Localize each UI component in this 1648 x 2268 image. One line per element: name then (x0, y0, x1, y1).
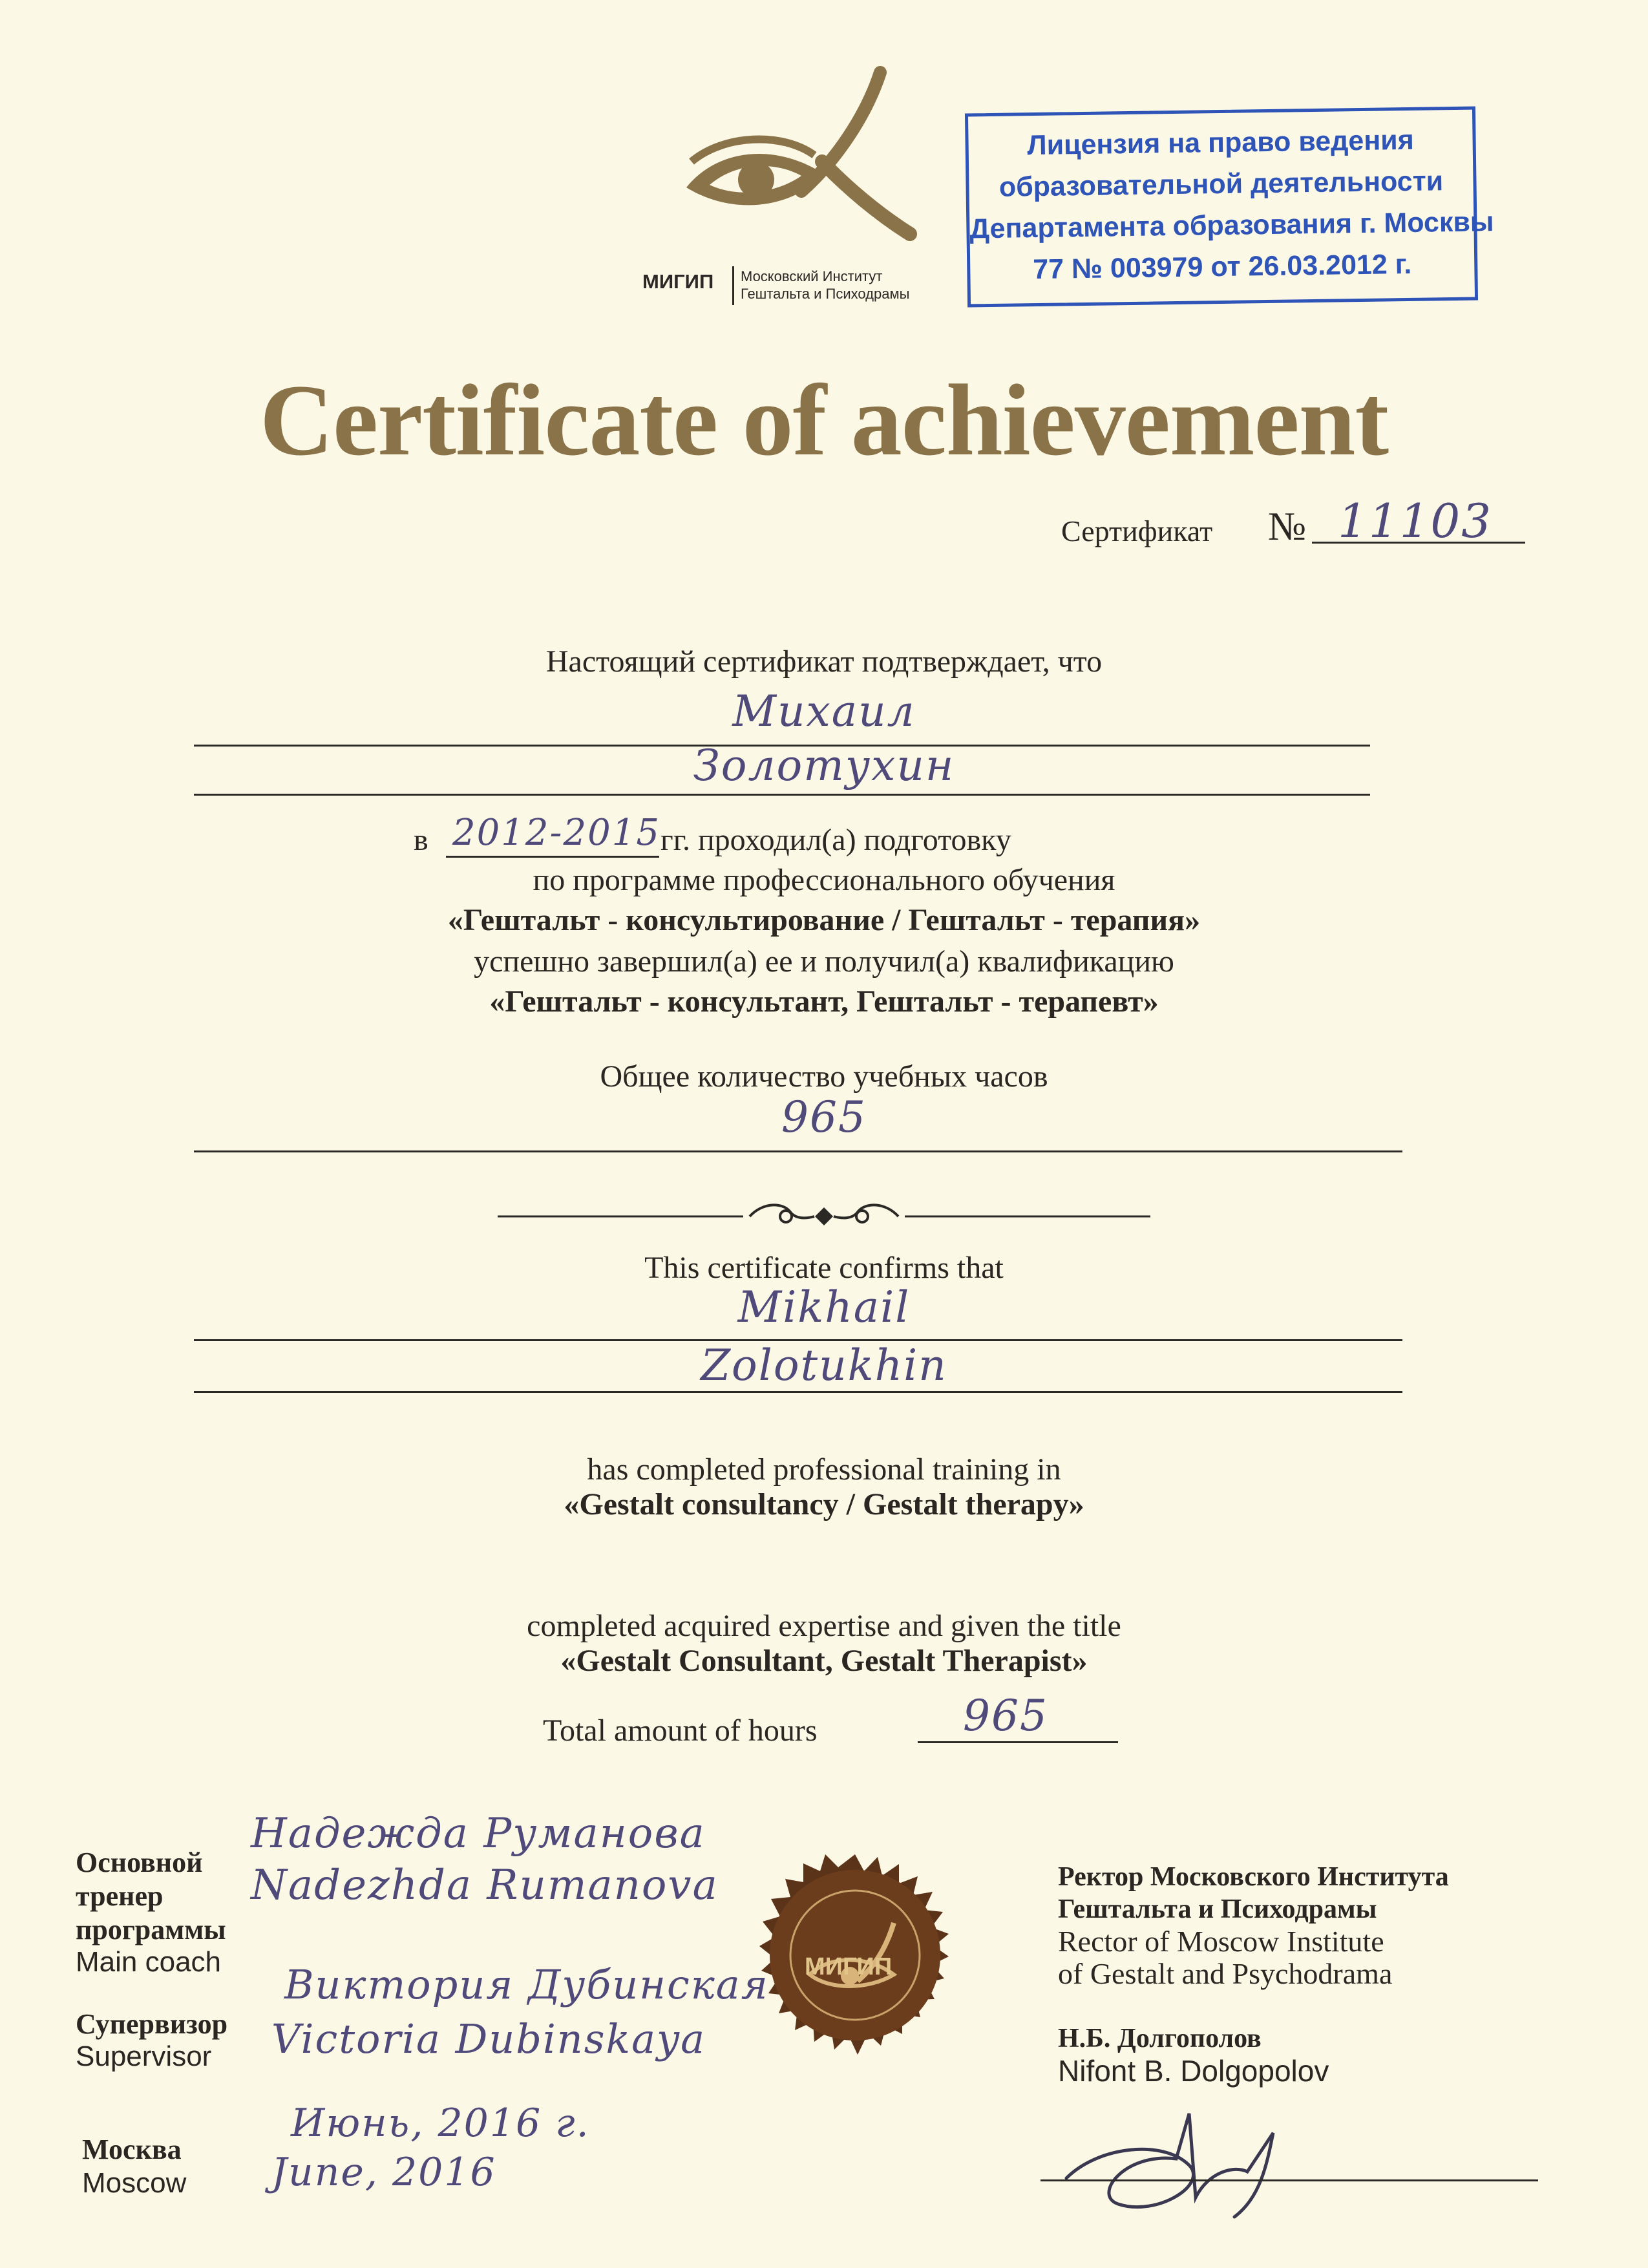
rector-signature-line (1041, 2179, 1538, 2181)
en-program-name: «Gestalt consultancy / Gestalt therapy» (564, 1487, 1084, 1521)
ru-qualification-intro: успешно завершил(а) ее и получил(а) квалификацию (474, 944, 1174, 979)
certificate-number-underline (1312, 542, 1525, 544)
certificate-title: Certificate of achievement (259, 364, 1389, 477)
ru-last-name-line (194, 794, 1370, 796)
logo-abbreviation: МИГИП (642, 270, 714, 293)
institute-eye-logo (672, 65, 944, 246)
en-title-name: «Gestalt Consultant, Gestalt Therapist» (560, 1644, 1088, 1678)
main-coach-label-ru-1: Основной (76, 1847, 203, 1878)
main-coach-label-ru-3: программы (76, 1914, 226, 1945)
en-first-name: Mikhail (737, 1282, 911, 1332)
rector-title-en-1: Rector of Moscow Institute (1058, 1925, 1384, 1958)
date-en: June, 2016 (271, 2150, 496, 2195)
logo-full-name-line1: Московский Институт (741, 268, 883, 284)
ru-hours-line (194, 1150, 1402, 1152)
main-coach-signature-en: Nadezhda Rumanova (251, 1861, 719, 1909)
main-coach-signature-ru: Надежда Руманова (251, 1810, 706, 1858)
stamp-line-3: Департамента образования г. Москвы (969, 206, 1494, 245)
certificate-number: 11103 (1338, 494, 1493, 548)
license-stamp (965, 106, 1494, 307)
en-last-name: Zolotukhin (701, 1341, 947, 1390)
ru-hours-value: 965 (781, 1092, 867, 1142)
ru-hours-label: Общее количество учебных часов (600, 1059, 1048, 1094)
ru-years-underline (446, 856, 659, 858)
ru-first-name: Михаил (732, 686, 916, 736)
en-hours-underline (918, 1741, 1118, 1743)
en-confirms-text: This certificate confirms that (644, 1251, 1004, 1285)
number-sign: № (1268, 505, 1307, 549)
ru-program-intro: по программе профессионального обучения (533, 863, 1115, 897)
en-last-name-line (194, 1391, 1402, 1393)
en-hours-label: Total amount of hours (543, 1713, 818, 1748)
stamp-line-2: образовательной деятельности (998, 165, 1444, 203)
ru-last-name: Золотухин (693, 741, 955, 790)
date-ru: Июнь, 2016 г. (291, 2101, 590, 2146)
rector-name-ru: Н.Б. Долгополов (1058, 2024, 1262, 2053)
ornament-divider (498, 1197, 1150, 1236)
supervisor-label-en: Supervisor (76, 2040, 212, 2072)
rector-title-ru-1: Ректор Московского Института (1058, 1862, 1449, 1892)
stamp-line-1: Лицензия на право ведения (1027, 124, 1415, 162)
ru-qualification-name: «Гештальт - консультант, Гештальт - терапевт» (489, 984, 1159, 1019)
ru-years: 2012-2015 (452, 812, 660, 854)
supervisor-signature-ru: Виктория Дубинская (284, 1961, 769, 2008)
rector-title-ru-2: Гештальта и Психодрамы (1058, 1894, 1377, 1924)
stamp-line-4: 77 № 003979 от 26.03.2012 г. (1032, 248, 1412, 286)
main-coach-label-en: Main coach (76, 1946, 222, 1978)
rector-title-en-2: of Gestalt and Psychodrama (1058, 1957, 1393, 1990)
rector-signature (1041, 2094, 1364, 2223)
certificate-label: Сертификат (1061, 514, 1213, 547)
en-title-intro: completed acquired expertise and given the title (527, 1609, 1121, 1643)
ru-years-prefix: в (414, 823, 428, 857)
seal-abbreviation: МИГИП (805, 1953, 893, 1980)
ru-confirms-text: Настоящий сертификат подтверждает, что (545, 644, 1103, 679)
logo-full-name-line2: Гештальта и Психодрамы (741, 286, 910, 302)
en-completed-text: has completed professional training in (587, 1452, 1061, 1487)
city-label-ru: Москва (82, 2134, 182, 2165)
city-label-en: Moscow (82, 2167, 187, 2199)
en-hours-value: 965 (963, 1691, 1048, 1741)
supervisor-label-ru: Супервизор (76, 2008, 228, 2040)
ru-years-suffix: гг. проходил(а) подготовку (660, 823, 1011, 857)
main-coach-label-ru-2: тренер (76, 1880, 164, 1912)
logo-full-name (741, 268, 909, 302)
rector-name-en: Nifont B. Dolgopolov (1058, 2054, 1329, 2088)
ru-program-name: «Гештальт - консультирование / Гештальт - терапия» (447, 903, 1201, 937)
supervisor-signature-en: Victoria Dubinskaya (271, 2015, 706, 2062)
logo-divider (732, 266, 734, 305)
